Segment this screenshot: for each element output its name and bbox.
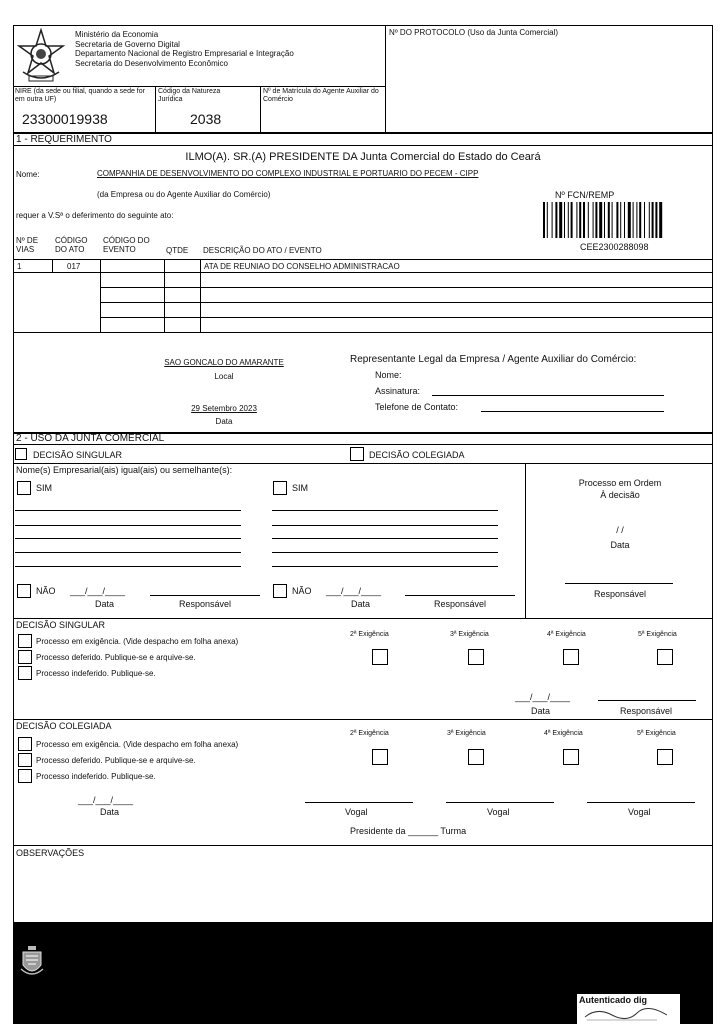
natureza-label: Código da Natureza Jurídica [158, 88, 221, 103]
singular-exig-3-checkbox[interactable] [468, 649, 484, 665]
date-label: Data [215, 417, 233, 426]
row-vias: 1 [17, 262, 22, 271]
presidente-turma-label: Presidente da ______ Turma [350, 826, 467, 836]
date-value: 29 Setembro 2023 [191, 404, 257, 413]
ordem-date: / / [616, 525, 624, 535]
colegiada-exig-4: 4ª Exigência [544, 730, 583, 737]
nao-right-checkbox[interactable] [273, 584, 287, 598]
rep-title: Representante Legal da Empresa / Agente Auxiliar do Comércio: [350, 354, 637, 365]
singular-opt-1-checkbox[interactable] [18, 634, 32, 648]
processo-ordem-label: Processo em Ordem [578, 478, 662, 488]
colegiada-opt-2-checkbox[interactable] [18, 753, 32, 767]
singular-data-label: Data [531, 706, 551, 716]
fcn-label: Nº FCN/REMP [555, 190, 615, 200]
sim-right-checkbox[interactable] [273, 481, 287, 495]
sim-right-label: SIM [292, 483, 309, 493]
brazil-coat-of-arms-icon [15, 28, 67, 84]
name-caption: (da Empresa ou do Agente Auxiliar do Comércio) [97, 190, 271, 199]
singular-opt-3-checkbox[interactable] [18, 666, 32, 680]
ministry-line-2: Secretaria de Governo Digital [75, 40, 180, 49]
singular-exig-5: 5ª Exigência [638, 631, 677, 638]
singular-responsavel: Responsável [620, 706, 673, 716]
ordem-data-label: Data [610, 540, 630, 550]
colegiada-exig-5-checkbox[interactable] [657, 749, 673, 765]
rep-telefone-label: Telefone de Contato: [375, 402, 459, 412]
rep-assinatura-label: Assinatura: [375, 386, 421, 396]
decisao-colegiada-label: DECISÃO COLEGIADA [369, 450, 465, 460]
ministry-line-1: Ministério da Economia [75, 30, 159, 39]
singular-exig-3: 3ª Exigência [450, 631, 489, 638]
colegiada-exig-4-checkbox[interactable] [563, 749, 579, 765]
colegiada-opt-3: Processo indeferido. Publique-se. [36, 772, 156, 781]
col-qtde-header: QTDE [166, 246, 189, 255]
nao-right-data-label: Data [351, 599, 371, 609]
col-descricao-header: DESCRIÇÃO DO ATO / EVENTO [203, 246, 322, 255]
singular-opt-3: Processo indeferido. Publique-se. [36, 669, 156, 678]
ceara-emblem-icon [19, 945, 45, 979]
colegiada-exig-2-checkbox[interactable] [372, 749, 388, 765]
section-2-title: 2 - USO DA JUNTA COMERCIAL [16, 433, 165, 444]
singular-date: ___/___/____ [515, 692, 571, 702]
nao-left-responsavel: Responsável [179, 599, 232, 609]
matricula-label: Nº de Matrícula do Agente Auxiliar do Comércio [263, 88, 379, 103]
a-decisao-label: À decisão [600, 490, 640, 500]
colegiada-opt-2: Processo deferido. Publique-se e arquive-se. [36, 756, 196, 765]
nao-left-checkbox[interactable] [17, 584, 31, 598]
sim-left-checkbox[interactable] [17, 481, 31, 495]
nomes-label: Nome(s) Empresarial(ais) igual(ais) ou semelhante(s): [16, 465, 233, 475]
observacoes-label: OBSERVAÇÕES [16, 848, 85, 858]
vogal-2-label: Vogal [487, 807, 510, 817]
local-label: Local [214, 372, 234, 381]
assinatura-line[interactable] [432, 395, 664, 396]
request-text: requer a V.Sª o deferimento do seguinte ato: [16, 211, 174, 220]
colegiada-opt-1: Processo em exigência. (Vide despacho em folha anexa) [36, 740, 239, 749]
natureza-value: 2038 [190, 111, 222, 127]
decisao-singular-checkbox[interactable] [15, 448, 27, 460]
nao-left-label: NÃO [36, 586, 56, 596]
singular-title: DECISÃO SINGULAR [16, 620, 106, 630]
decisao-colegiada-checkbox[interactable] [350, 447, 364, 461]
barcode-image [543, 202, 688, 238]
company-name: COMPANHIA DE DESENVOLVIMENTO DO COMPLEXO INDUSTRIAL E PORTUARIO DO PECEM - CIPP [97, 169, 479, 178]
protocol-label: Nº DO PROTOCOLO (Uso da Junta Comercial) [389, 28, 559, 37]
vogal-1-label: Vogal [345, 807, 368, 817]
colegiada-exig-3: 3ª Exigência [447, 730, 486, 737]
row-descricao: ATA DE REUNIAO DO CONSELHO ADMINISTRACAO [204, 262, 400, 271]
singular-exig-4-checkbox[interactable] [563, 649, 579, 665]
colegiada-exig-2: 2ª Exigência [350, 730, 389, 737]
section-2-frame [13, 433, 713, 923]
nao-right-label: NÃO [292, 586, 312, 596]
singular-exig-4: 4ª Exigência [547, 631, 586, 638]
col-cod-ato-header: CÓDIGO DO ATO [55, 236, 88, 254]
telefone-line[interactable] [481, 411, 664, 412]
colegiada-exig-5: 5ª Exigência [637, 730, 676, 737]
colegiada-opt-3-checkbox[interactable] [18, 769, 32, 783]
colegiada-date: ___/___/____ [78, 795, 134, 805]
nire-value: 23300019938 [22, 111, 108, 127]
singular-opt-1: Processo em exigência. (Vide despacho em folha anexa) [36, 637, 239, 646]
stamp-text: Autenticado dig [579, 995, 647, 1005]
singular-opt-2-checkbox[interactable] [18, 650, 32, 664]
row-cod-ato: 017 [67, 262, 81, 271]
singular-exig-5-checkbox[interactable] [657, 649, 673, 665]
singular-exig-2: 2ª Exigência [350, 631, 389, 638]
ministry-line-4: Secretaria do Desenvolvimento Econômico [75, 59, 228, 68]
ministry-line-3: Departamento Nacional de Registro Empresarial e Integração [75, 49, 294, 58]
nao-right-date: ___/___/____ [326, 586, 382, 596]
colegiada-exig-3-checkbox[interactable] [468, 749, 484, 765]
ordem-responsavel: Responsável [593, 589, 647, 599]
vogal-3-label: Vogal [628, 807, 651, 817]
fcn-number: CEE2300288098 [580, 242, 649, 252]
salutation: ILMO(A). SR.(A) PRESIDENTE DA Junta Comercial do Estado do Ceará [185, 151, 541, 163]
colegiada-data-label: Data [100, 807, 120, 817]
colegiada-opt-1-checkbox[interactable] [18, 737, 32, 751]
section-1-title: 1 - REQUERIMENTO [16, 134, 112, 145]
rep-nome-label: Nome: [375, 370, 402, 380]
digital-authentication-stamp [577, 994, 680, 1024]
col-cod-evento-header: CÓDIGO DO EVENTO [103, 236, 150, 254]
singular-opt-2: Processo deferido. Publique-se e arquive-se. [36, 653, 196, 662]
nire-label: NIRE (da sede ou filial, quando a sede for em outra UF) [15, 88, 145, 103]
colegiada-title: DECISÃO COLEGIADA [16, 721, 112, 731]
observacoes-area[interactable] [14, 860, 712, 922]
sim-left-label: SIM [36, 483, 53, 493]
col-vias-header: Nº DE VIAS [16, 236, 39, 254]
decisao-singular-label: DECISÃO SINGULAR [33, 450, 123, 460]
nao-left-data-label: Data [95, 599, 115, 609]
section-1-frame [13, 133, 713, 433]
name-label: Nome: [16, 170, 40, 179]
nao-right-responsavel: Responsável [434, 599, 487, 609]
local-value: SAO GONCALO DO AMARANTE [164, 358, 284, 367]
nao-left-date: ___/___/____ [70, 586, 126, 596]
singular-exig-2-checkbox[interactable] [372, 649, 388, 665]
